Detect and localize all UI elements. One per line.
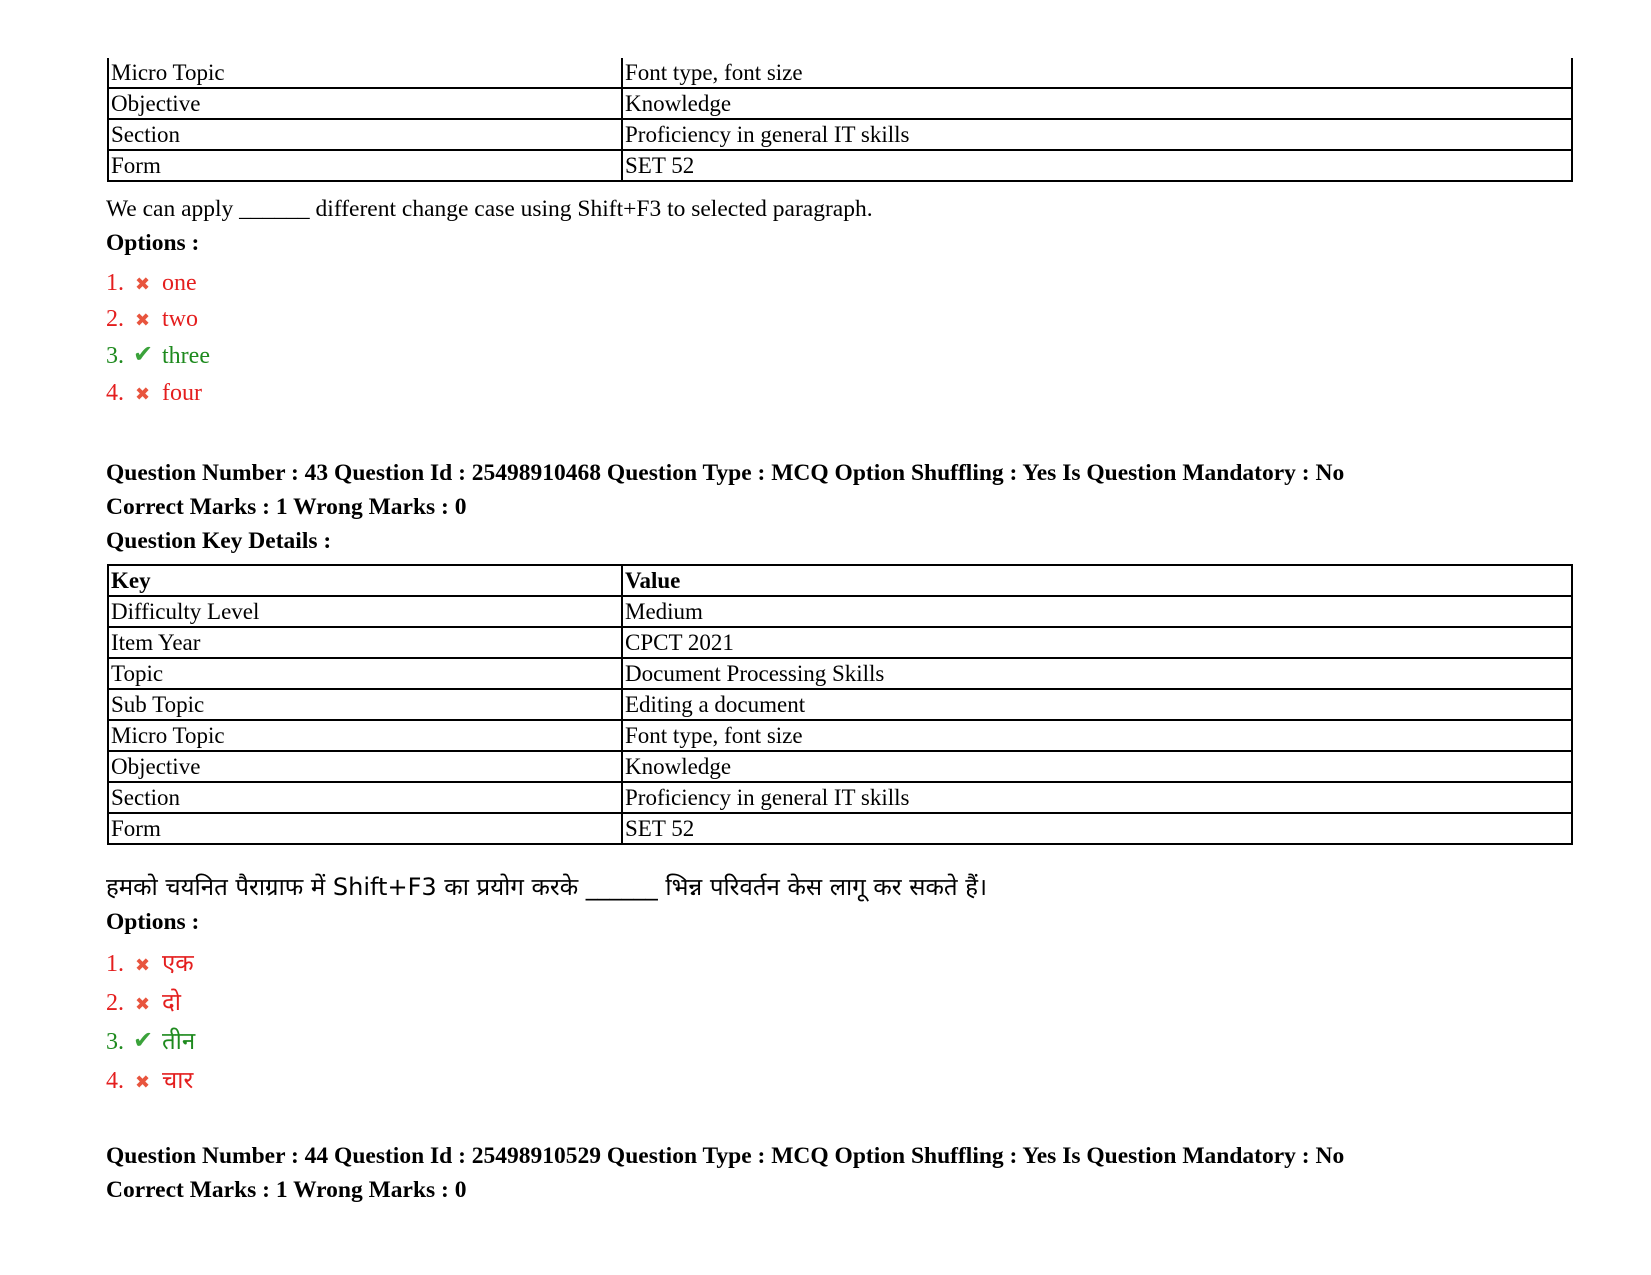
table-value-cell: Proficiency in general IT skills xyxy=(622,782,1572,813)
table-row xyxy=(108,658,1572,689)
cross-icon: ✖ xyxy=(135,994,151,1015)
cross-icon: ✖ xyxy=(135,955,151,976)
table-value-cell: Font type, font size xyxy=(622,720,1572,751)
table-row xyxy=(108,782,1572,813)
table-header-value: Value xyxy=(622,565,1572,596)
table-value-cell: Medium xyxy=(622,596,1572,627)
question-key-table xyxy=(107,564,1573,845)
question-text-hindi: हमको चयनित पैराग्राफ में Shift+F3 का प्रयोग करके ______ भिन्न परिवर्तन केस लागू कर सकते हैं। xyxy=(106,873,988,901)
option-text: चार xyxy=(162,1066,194,1094)
table-header-key: Key xyxy=(108,565,622,596)
table-row xyxy=(108,720,1572,751)
table-value-cell: CPCT 2021 xyxy=(622,627,1572,658)
table-header-row xyxy=(108,565,1572,596)
table-row xyxy=(108,58,1572,88)
table-row xyxy=(108,150,1572,181)
key-details-label: Question Key Details : xyxy=(106,528,332,554)
option-text: दो xyxy=(162,988,181,1016)
table-key-cell: Section xyxy=(108,119,622,150)
option-item xyxy=(106,946,194,980)
option-text: one xyxy=(162,270,197,296)
question-header: Question Number : 43 Question Id : 25498910468 Question Type : MCQ Option Shuffling : Yes Is Question Mandatory : No xyxy=(106,460,1345,486)
table-value-cell: Proficiency in general IT skills xyxy=(622,119,1572,150)
table-value-cell: SET 52 xyxy=(622,150,1572,181)
table-value-cell: Font type, font size xyxy=(622,58,1572,88)
option-text: तीन xyxy=(162,1027,196,1055)
option-text: four xyxy=(162,380,202,406)
table-key-cell: Sub Topic xyxy=(108,689,622,720)
table-key-cell: Form xyxy=(108,813,622,844)
option-number: 1. xyxy=(106,270,124,296)
option-item xyxy=(106,339,210,373)
option-number: 2. xyxy=(106,990,124,1016)
table-key-cell: Difficulty Level xyxy=(108,596,622,627)
table-key-cell: Objective xyxy=(108,751,622,782)
table-row xyxy=(108,119,1572,150)
cross-icon: ✖ xyxy=(135,274,151,295)
table-key-cell: Section xyxy=(108,782,622,813)
cross-icon: ✖ xyxy=(135,310,151,331)
option-number: 1. xyxy=(106,951,124,977)
option-item xyxy=(106,1024,195,1058)
question-text: We can apply ______ different change case using Shift+F3 to selected paragraph. xyxy=(106,196,873,222)
table-key-cell: Micro Topic xyxy=(108,720,622,751)
option-number: 3. xyxy=(106,1029,124,1055)
question-marks: Correct Marks : 1 Wrong Marks : 0 xyxy=(106,1177,467,1203)
option-item xyxy=(106,266,197,300)
table-row xyxy=(108,689,1572,720)
option-number: 4. xyxy=(106,380,124,406)
check-icon: ✔ xyxy=(133,1026,154,1054)
table-value-cell: Editing a document xyxy=(622,689,1572,720)
options-label: Options : xyxy=(106,230,200,256)
option-item xyxy=(106,1063,193,1097)
option-number: 2. xyxy=(106,306,124,332)
option-number: 4. xyxy=(106,1068,124,1094)
question-marks: Correct Marks : 1 Wrong Marks : 0 xyxy=(106,494,467,520)
table-row xyxy=(108,813,1572,844)
table-value-cell: Knowledge xyxy=(622,88,1572,119)
table-key-cell: Form xyxy=(108,150,622,181)
table-key-cell: Objective xyxy=(108,88,622,119)
table-value-cell: Document Processing Skills xyxy=(622,658,1572,689)
question-key-table-prev xyxy=(107,58,1573,182)
cross-icon: ✖ xyxy=(135,384,151,405)
table-value-cell: SET 52 xyxy=(622,813,1572,844)
table-value-cell: Knowledge xyxy=(622,751,1572,782)
table-row xyxy=(108,627,1572,658)
cross-icon: ✖ xyxy=(135,1072,151,1093)
table-row xyxy=(108,596,1572,627)
option-number: 3. xyxy=(106,343,124,369)
option-text: two xyxy=(162,306,198,332)
option-item xyxy=(106,985,181,1019)
option-text: एक xyxy=(162,949,194,977)
table-key-cell: Topic xyxy=(108,658,622,689)
check-icon: ✔ xyxy=(133,340,154,368)
table-row xyxy=(108,751,1572,782)
options-label: Options : xyxy=(106,909,200,935)
table-key-cell: Item Year xyxy=(108,627,622,658)
table-row xyxy=(108,88,1572,119)
option-text: three xyxy=(162,343,210,369)
option-item xyxy=(106,376,202,410)
question-header: Question Number : 44 Question Id : 25498910529 Question Type : MCQ Option Shuffling : Yes Is Question Mandatory : No xyxy=(106,1143,1345,1169)
option-item xyxy=(106,302,198,336)
table-key-cell: Micro Topic xyxy=(108,58,622,88)
